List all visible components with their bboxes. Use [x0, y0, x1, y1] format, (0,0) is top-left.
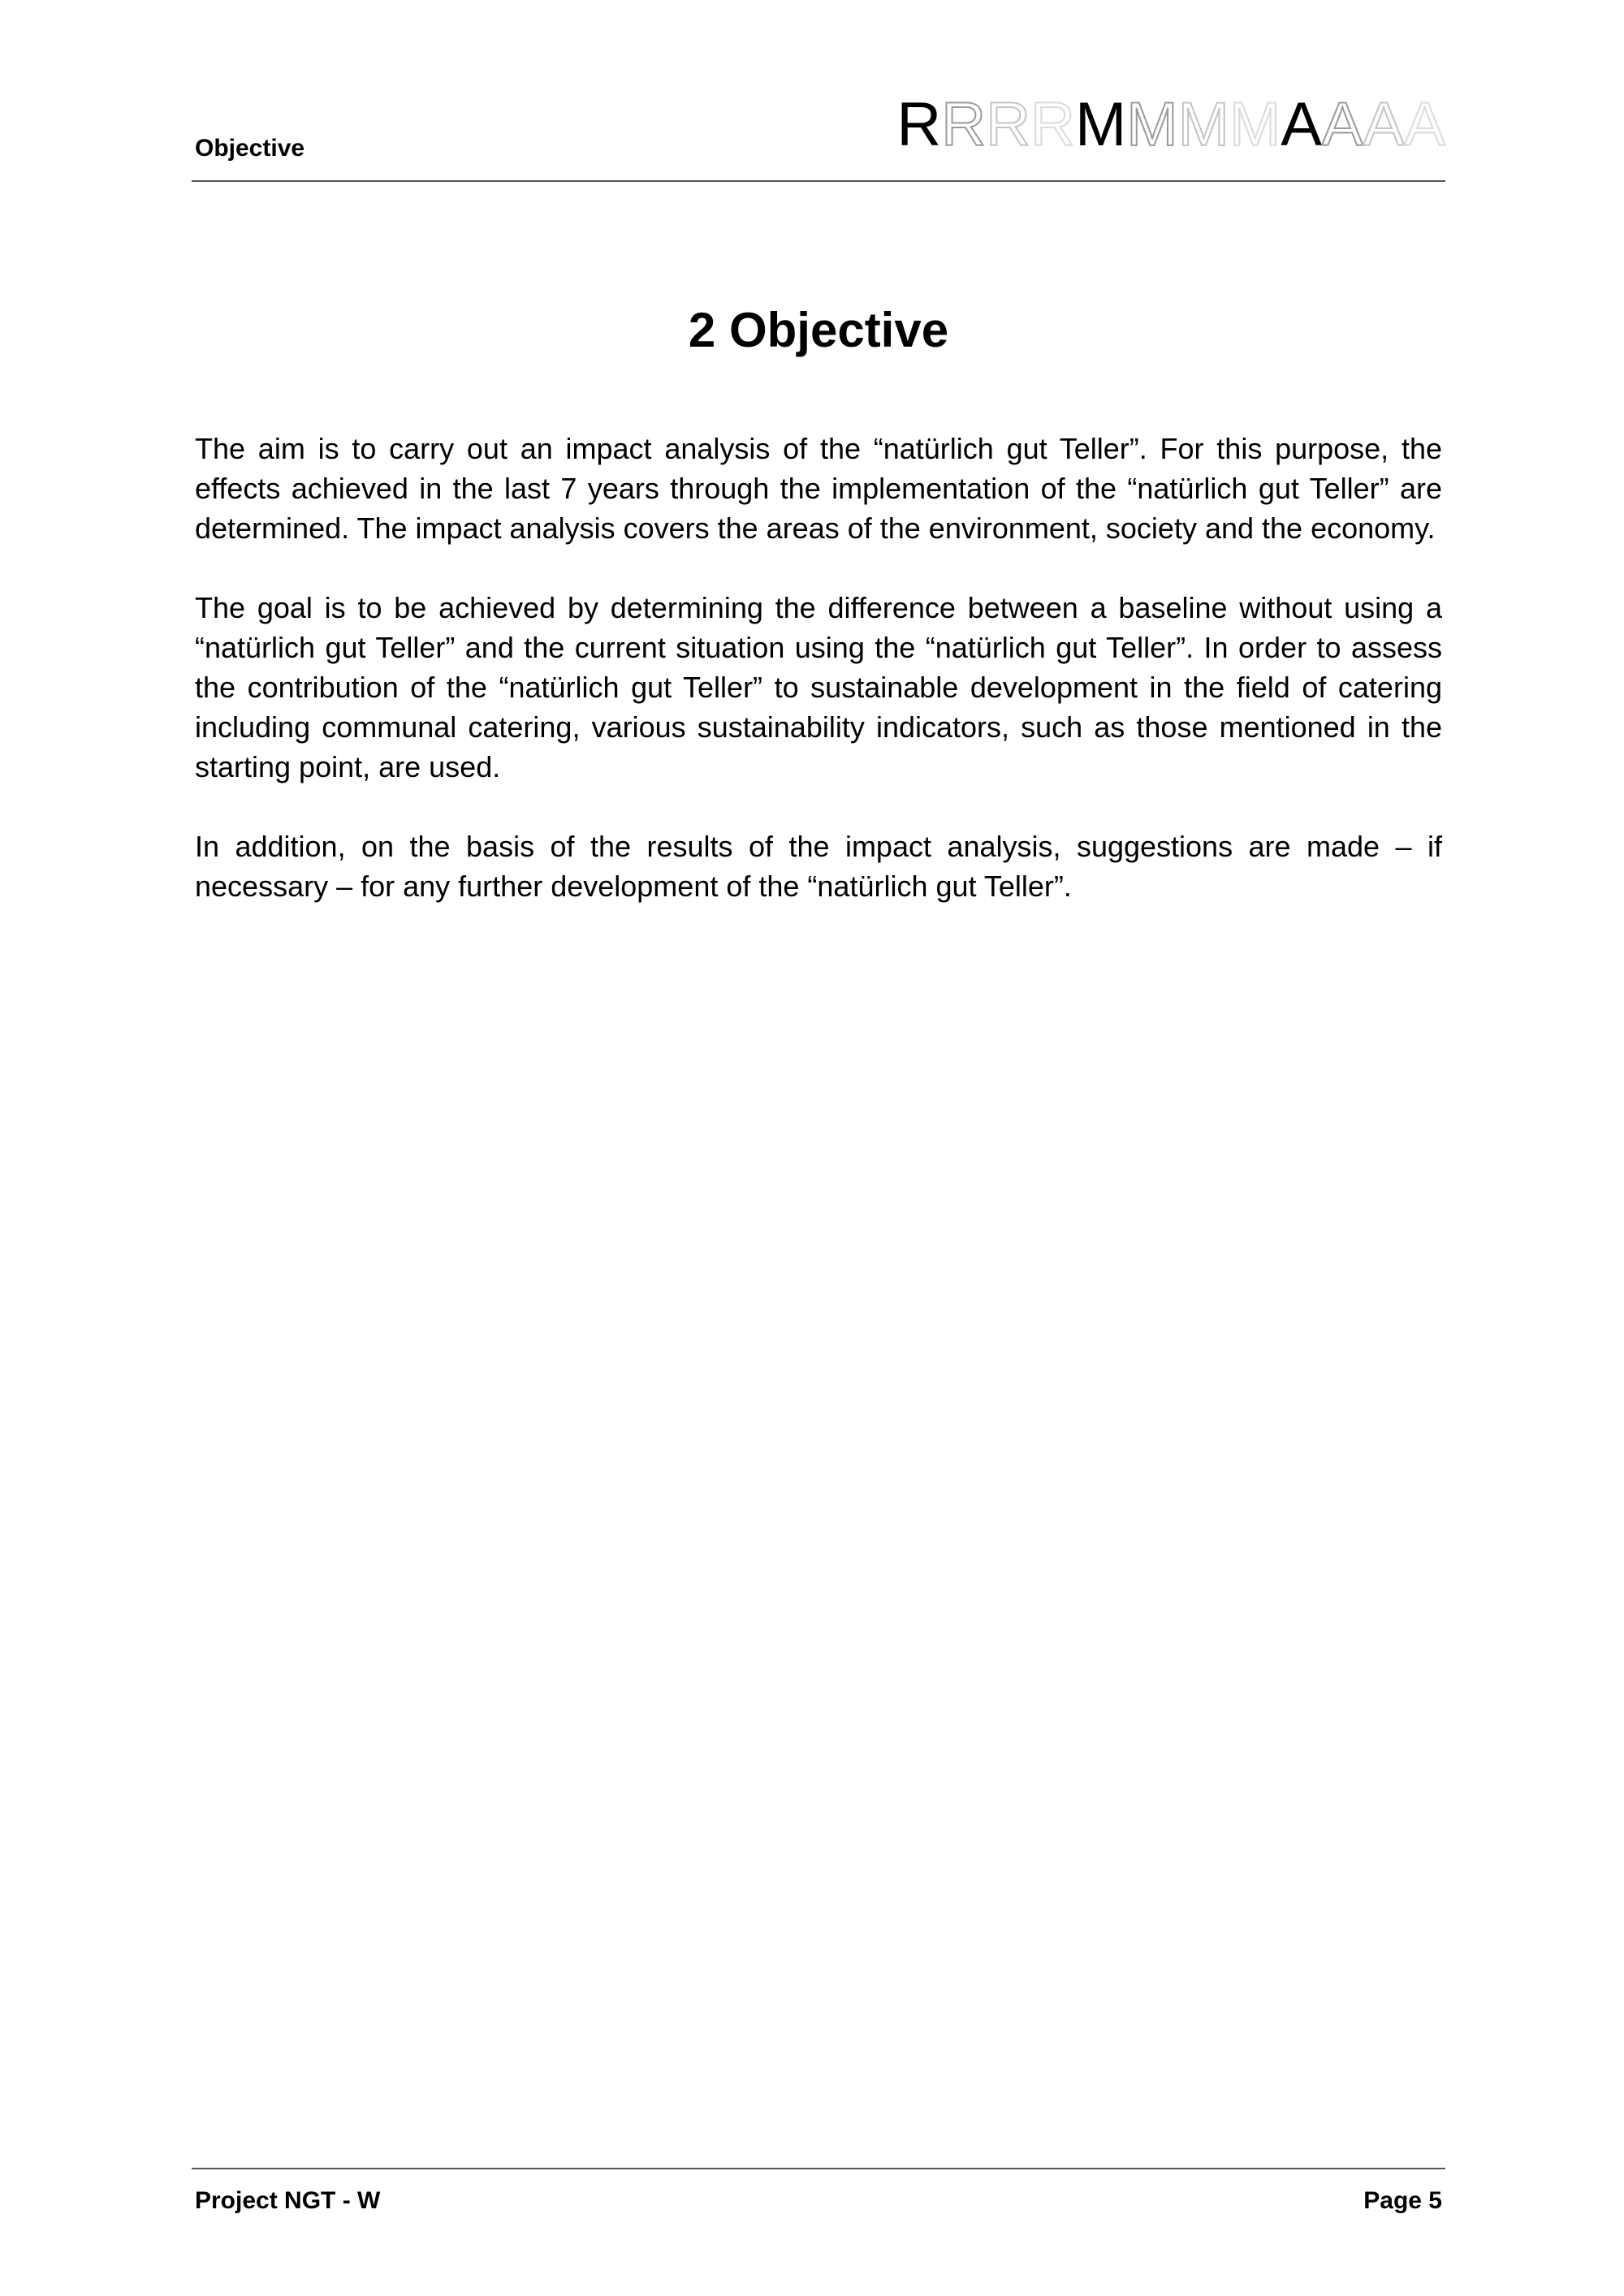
paragraph-goal: The goal is to be achieved by determining the difference between a baseline without using a “natürlich gut Teller” and the current situation using the “natürlich gut Teller”. In order to assess the contribution of the “natürlich gut Teller” to sustainable development in the field of catering including communal catering, various sustainability indicators, such as those mentioned in the starting point, are used.: [195, 591, 1442, 783]
body-text: [195, 429, 1442, 946]
brand-logo: R R R R M M M M A A A A: [896, 90, 1445, 159]
footer-page-number: Page 5: [1363, 2187, 1442, 2214]
header-section-label: Objective: [195, 135, 305, 162]
paragraph-aim: The aim is to carry out an impact analysis of the “natürlich gut Teller”. For this purpose, the effects achieved in the last 7 years through the implementation of the “natürlich gut Teller” are determined. The impact analysis covers the areas of the environment, society and the economy.: [195, 432, 1442, 545]
page-footer: [192, 2168, 1445, 2218]
page-header: [192, 89, 1445, 182]
paragraph-suggestions: In addition, on the basis of the results of the impact analysis, suggestions are made – if necessary – for any further development of the “natürlich gut Teller”.: [195, 830, 1442, 903]
footer-project-label: Project NGT - W: [195, 2187, 381, 2214]
page-title: 2 Objective: [688, 303, 949, 357]
